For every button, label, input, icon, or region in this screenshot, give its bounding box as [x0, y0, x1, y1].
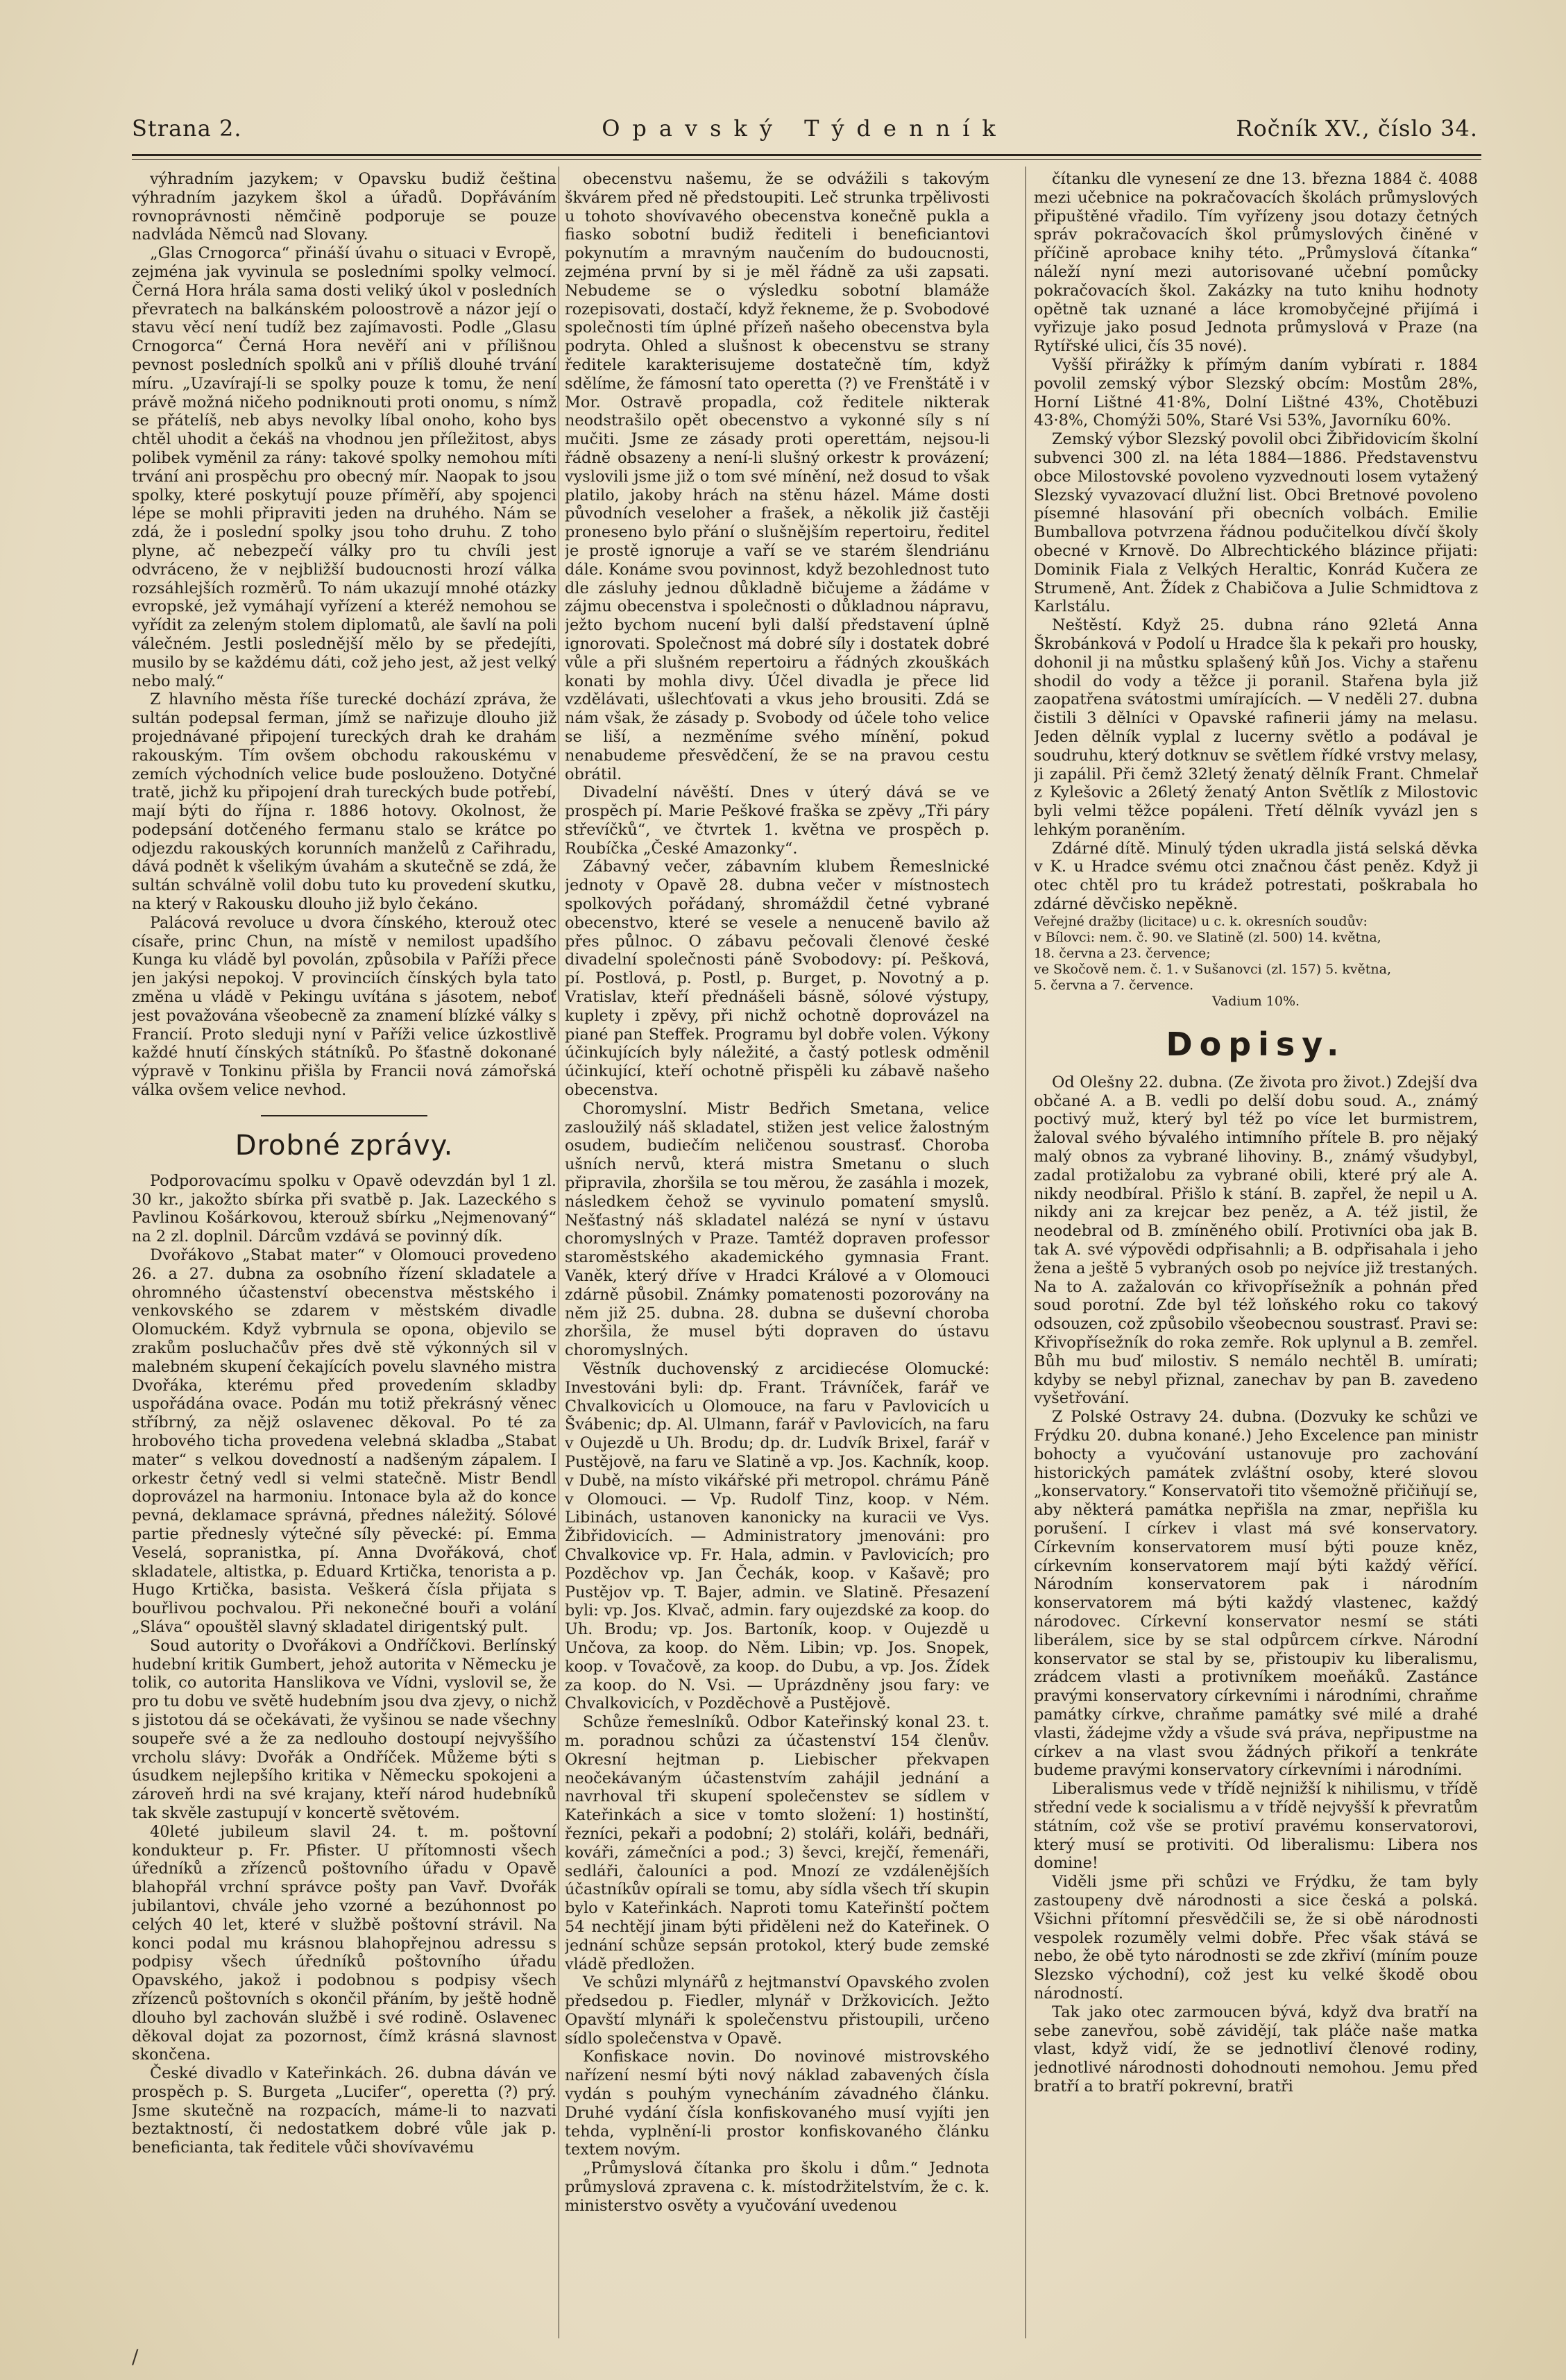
article-paragraph: Palácová revoluce u dvora čínského, kterouž otec císaře, princ Chun, na místě v nemilost upadšího Kunga ku vládě byl povolán, způsobila v Paříži přece jen jakýsi nepokoj. V provinciích čínských byla tato změna u vládě v Pekingu uvítána s jásotem, neboť jest považována všeobecně za znamení blízké války s Francií. Proto sleduji nyní v Paříži velice úzkostlivě každé hnutí čínských státníků. Po šťastně dokonané výpravě v Tonkinu přišla by Francii nová zámořská válka ovšem velice nevhod.: [132, 913, 556, 1100]
news-item: Podporovacímu spolku v Opavě odevzdán byl 1 zl. 30 kr., jakožto sbírka při svatbě p. Jak. Lazeckého s Pavlinou Košárkovou, kterouž sbírku „Nejmenovaný“ na 2 zl. doplnil. Dárcům vzdává se povinný dík.: [132, 1171, 556, 1246]
article-paragraph: „Glas Crnogorca“ přináší úvahu o situaci v Evropě, zejména jak vyvinula se posledními spolky velmocí. Černá Hora hrála sama dosti veliký úkol v posledních převratech na balkánském poloostrově a názor její o stavu věcí není tudíž bez zajímavosti. Podle „Glasu Crnogorca“ Černá Hora nevěří ani v přílišnou pevnost posledních spolků ani v příliš dlouhé trvání míru. „Uzavírají-li se spolky pouze k tomu, že není právě možná ničeho podniknouti proti onomu, s nímž se přátelíš, neb abys nevolky líbal onoho, koho bys chtěl uhodit a čekáš na vhodnou jen příležitost, abys polibek vyměnil za rány: takové spolky nemohou míti trvání ani prospěchu pro obecný mír. Naopak to jsou spolky, které poskytují pouze příměří, aby spojenci lépe se mohli připraviti jeden na druhého. Nám se zdá, že i poslední spolky jsou toho druhu. Z toho plyne, ač nebezpečí války pro tu chvíli jest odvráceno, že v nejbližší budoucnosti hrozí válka rozsáhlejších rozměrů. To nám ukazují mnohé otázky evropské, jež vymáhají vyřízení a kteréž nemohou se vyřídit za zeleným stolem diplomatů, ale šavlí na poli válečném. Jestli poslednější mělo by se předejíti, musilo by se každému dáti, což jeho jest, až jest velký nebo malý.“: [132, 244, 556, 690]
news-item: Neštěstí. Když 25. dubna ráno 92letá Anna Škrobánková v Podolí u Hradce šla k pekaři pro housky, dohonil ji na můstku splašený kůň Jos. Vichy a stařenu shodil do vody a těžce ji poranil. Stařena byla již zaopatřena svátostmi umírajících. — V neděli 27. dubna čistili 3 dělníci v Opavské rafinerii jámy na melasu. Jeden dělník vyplal z lucerny světlo a podával je soudruhu, který dotknuv se světlem řídké vrstvy melasy, ji zapálil. Při čemž 32letý ženatý dělník Frant. Chmelař z Kylešovic a 26letý ženatý Anton Světlík z Milostovic byli velmi těžce popáleni. Třetí dělník vyvázl jen s lehkým poraněním.: [1034, 616, 1478, 839]
header-rule: [132, 154, 1481, 156]
page-number: Strana 2.: [132, 115, 242, 142]
auction-line: 5. června a 7. července.: [1034, 977, 1194, 993]
news-item: Soud autority o Dvořákovi a Ondříčkovi. Berlínský hudební kritik Gumbert, jehož autorita v Německu je tolik, co autorita Hanslikova ve Vídni, vyslovil se, že pro tu dobu ve světě hudebním jsou dva zjevy, o nichž s jistotou dá se očekávati, že vyšinou se nade všechny soupeře své a že za nedlouho dostoupí nejvyššího vrcholu slávy: Dvořák a Ondříček. Můžeme býti s úsudkem nejlepšího kritika v Německu spokojeni a zároveň hrdi na své krajany, kteří národ hudebníků tak skvěle zastupují v koncertě světovém.: [132, 1636, 556, 1822]
letter-item: Od Olešny 22. dubna. (Ze života pro život.) Zdejší dva občané A. a B. vedli po delší dobu soud. A., známý poctivý muž, který byl též po více let burmistrem, žaloval svého bývalého intimního přítele B. pro nějaký malý obnos za vybrané lihoviny. B., známý všudybyl, zadal protižalobu za vybrané obili, které prý ale A. nikdy neodbíral. Přišlo k stání. B. zapřel, že nepil u A. nikdy ani za krejcar bez peněz, a A. též jistil, že neodebral od B. zmíněného obilí. Protivníci oba jak B. tak A. své výpovědi odpřisahnli; a B. odpřisahala i jeho žena a ještě 5 vybraných osob po nejvíce již trestaných. Na to A. zažalován co křivopřísežník a pohnán před soud porotní. Zde byl též loňského roku co takový odsouzen, což způsobilo všeobecnou soustrasť. Pravi se: Křivopřísežník do roka zemře. Rok uplynul a B. zemřel. Bůh mu buď milostiv. S nemálo nechtěl B. umírati; kdyby se nebyl přiznal, zanechav by pan B. zavedeno vyšetřování.: [1034, 1073, 1478, 1408]
news-item: Divadelní návěští. Dnes v úterý dává se ve prospěch pí. Marie Peškové fraška se zpěvy „Tři páry střevíčků“, ve čtvrtek 1. května ve prospěch p. Roubíčka „České Amazonky“.: [565, 783, 989, 858]
news-item: 40leté jubileum slavil 24. t. m. poštovní kondukteur p. Fr. Pfister. U přítomnosti všech úředníků a zřízenců poštovního úřadu v Opavě blahopřál vrchní správce pošty pan Vavř. Dvořák jubilantovi, chvále jeho vzorné a bezúhonnost po celých 40 let, které v službě poštovní strávil. Na konci podal mu krásnou blahopřejnou adressu s podpisy všech úředníků poštovního úřadu Opavského, jakož i podobnou s podpisy všech zřízenců poštovních s okončil přáním, by ještě hodně dlouho byl zachován službě i své rodině. Oslavenec děkoval dojat za pozornost, čímž krásná slavnost skončena.: [132, 1822, 556, 2064]
section-rule: [261, 1115, 427, 1116]
news-item: čítanku dle vynesení ze dne 13. března 1884 č. 4088 mezi učebnice na pokračovacích školách průmyslových připuštěné vřadilo. Tím vyřízeny jsou dotazy četných správ pokračovacích škol průmyslových činěné v příčině aprobace knihy této. „Průmyslová čítanka“ náleží nyní mezi autorisované učební pomůcky pokračovacích škol. Zakázky na tuto knihu hodnoty opětně tak uznané a láce kromobyčejné přijímá i vyřizuje jako posud Jednota průmyslová v Praze (na Rytířské ulici, čís 35 nové).: [1034, 170, 1478, 356]
news-item: Dvořákovo „Stabat mater“ v Olomouci provedeno 26. a 27. dubna za osobního řízení skladatele a ohromného účastenství obecenstva městského i venkovského se zdarem v městském divadle Olomuckém. Když vybrnula se opona, objevilo se zrakům posluchačův přes dvě stě výkonných sil v malebném skupení čekajících povelu slavného mistra Dvořáka, kterému před provedením skladby uspořádána ovace. Podán mu totiž překrásný věnec stříbrný, za nějž oslavenec děkoval. Po té za hrobového ticha provedena velebná skladba „Stabat mater“ s velkou dovedností a nadšeným zápalem. I orkestr četný vedl si velmi statečně. Mistr Bendl doprovázel na harmoniu. Intonace byla až do konce pevná, deklamace správná, přednes náležitý. Sólové partie přednesly výtečné síly pěvecké: pí. Emma Veselá, sopranistka, pí. Anna Dvořáková, choť skladatele, altistka, p. Eduard Krtička, tenorista a p. Hugo Krtička, basista. Veškerá čísla přijata s bouřlivou pochvalou. Při nekonečné bouři a volání „Sláva“ opouštěl slavný skladatel dirigentský pult.: [132, 1246, 556, 1636]
column-3: [1034, 170, 1478, 2335]
news-item: Ve schůzi mlynářů z hejtmanství Opavského zvolen předsedou p. Fiedler, mlynář v Držkovicích. Ježto Opavští mlynáři k společenstvu přistoupili, určeno sídlo společenstva v Opavě.: [565, 1973, 989, 2048]
section-heading-dopisy: Dopisy.: [1166, 1025, 1346, 1063]
auction-title: Veřejné dražby (licitace) u c. k. okresních soudův:: [1034, 913, 1368, 929]
news-item: Schůze řemeslníků. Odbor Kateřinský konal 23. t. m. poradnou schůzi za účastenství 154 členův. Okresní hejtman p. Liebischer překvapen neočekávaným účastenstvím zahájil jednání a navrhoval tři skupení společenstev se sídlem v Kateřinkách a sice v tomto složení: 1) hostinští, řezníci, pekaři a podobní; 2) stoláři, koláři, bednáři, kováři, zámečníci a pod.; 3) ševci, krejčí, řemenáři, sedláři, čalouníci a pod. Mnozí ze vzdálenějších účastníkův opírali se tomu, aby sídla všech tří skupin bylo v Kateřinkách. Naproti tomu Kateřinští počtem 54 nechtějí jinam býti přiděleni než do Kateřinek. O jednání schůze sepsán protokol, který bude zemské vládě předložen.: [565, 1713, 989, 1973]
article-paragraph: Z hlavního města říše turecké dochází zpráva, že sultán podepsal ferman, jímž se nařizuje dlouho již projednávané připojení tureckých drah ke drahám rakouským. Tím ovšem obchodu rakouskému v zemích východních velice bude poslouženo. Dotyčné tratě, jichž ku připojení drah tureckých bude potřebí, mají býti do října r. 1886 hotovy. Okolnost, že podepsání dotčeného fermanu stalo se krátce po odjezdu rakouských korunních manželů z Cařihradu, dává podnět k všelikým úvahám a skutečně se zdá, že sultán schválně volil dobu tuto ku provedení skutku, na který v Rakousku dlouho již bylo čekáno.: [132, 690, 556, 914]
news-item: Vyšší přirážky k přímým daním vybírati r. 1884 povolil zemský výbor Slezský obcím: Mostům 28%, Horní Lištné 41·8%, Dolní Lištné 43%, Chotěbuzi 43·8%, Chomýži 50%, Staré Vsi 53%, Javorníku 60%.: [1034, 355, 1478, 430]
auction-notice: [1034, 914, 1478, 1010]
section-heading-drobne-zpravy: Drobné zprávy.: [235, 1129, 454, 1162]
letter-item: Viděli jsme při schůzi ve Frýdku, že tam byly zastoupeny dvě národnosti a sice česká a polská. Všichni přítomní přesvědčili se, že si obě národnosti vespolek rozuměly velmi dobře. Přec však stává se nebo, že obě tyto národnosti se zde zkřiví (míním pouze Slezsko východní), což jest ku velké škodě obou národností.: [1034, 1873, 1478, 2003]
news-item: Věstník duchovenský z arcidiecése Olomucké: Investováni byli: dp. Frant. Trávníček, farář ve Chvalkovicích u Olomouce, na faru v Pavlovicích u Švábenic; dp. Al. Ulmann, farář v Pavlovicích, na faru v Oujezdě u Uh. Brodu; dp. dr. Ludvík Brixel, farář v Pustějově, na faru ve Slatině a vp. Jos. Kachník, koop. v Dubě, na místo vikářské při metropol. chrámu Páně v Olomouci. — Vp. Rudolf Tinz, koop. v Ném. Libinách, ustanoven kanonicky na kuracii ve Vys. Žibřidovicích. — Administratory jmenováni: pro Chvalkovice vp. Fr. Hala, admin. v Pavlovicích; pro Pozděchov vp. Jan Čechák, koop. v Kašavě; pro Pustějov vp. T. Bajer, admin. ve Slatině. Přesazení byli: vp. Jos. Klvač, admin. fary oujezdské za koop. do Uh. Brodu; vp. Jos. Bartoník, koop. v Oujezdě u Unčova, za koop. do Něm. Libin; vp. Jos. Snopek, koop. v Tovačově, za koop. do Dubu, a vp. Jos. Žídek za koop. do N. Vsi. — Uprázdněny jsou fary: ve Chvalkovicích, v Pozděchově a Pustějově.: [565, 1360, 989, 1713]
column-divider: [1025, 167, 1026, 2338]
news-item: Zemský výbor Slezský povolil obci Žibřidovicím školní subvenci 300 zl. na léta 1884—1886. Představenstvu obce Milostovské povoleno vyzvednouti losem vytažený Slezský vyvazovací dlužní list. Obci Bretnové povoleno písemné hlasování při obecních volbách. Emilie Bumballova potvrzena řádnou podučitelkou dívčí školy obecné v Krnově. Do Albrechtického blázince přijati: Dominik Fiala z Velkých Heraltic, Konrád Kučera ze Strumeně, Ant. Žídek z Chabičova a Julie Schmidtova z Karlstálu.: [1034, 430, 1478, 616]
letter-item: Tak jako otec zarmoucen bývá, když dva bratří na sebe zanevřou, sobě závidějí, tak pláče naše matka vlast, když vidí, že se jednotliví členové rodiny, jednotlivé národnosti dohodnouti nemohou. Jemu před bratří a to bratří pokrevní, bratři: [1034, 2003, 1478, 2096]
letter-item: Liberalismus vede v třídě nejnižší k nihilismu, v třídě střední vede k socialismu a v třídě nejvyšší k převratům státním, což vše se protiví pravému konservatorovi, který musí se protiviti. Od liberalismu: Libera nos domine!: [1034, 1780, 1478, 1873]
auction-line: ve Skočově nem. č. 1. v Sušanovci (zl. 157) 5. května,: [1034, 961, 1392, 977]
column-1: [132, 170, 556, 2335]
auction-line: Vadium 10%.: [1211, 993, 1300, 1009]
newspaper-title: Opavský Týdenník: [602, 115, 1008, 142]
news-item: Choromyslní. Mistr Bedřich Smetana, velice zasloužilý náš skladatel, stižen jest velice žalostným osudem, budiečím neličenou soustrasť. Choroba ušních nervů, která mistra Smetanu o sluch připravila, zhoršila se tou měrou, že zasáhla i mozek, následkem čehož se vyvinulo pomatení smyslů. Nešťastný náš skladatel nalézá se nyní v ústavu choromyslných v Praze. Tamtéž dopraven professor staroměstského akademického gymnasia Frant. Vaněk, který dříve v Hradci Králové a v Olomouci zdárně působil. Známky pomatenosti pozorovány na něm již 25. dubna. 28. dubna se duševní choroba zhoršila, že musel býti dopraven do ústavu choromyslných.: [565, 1099, 989, 1360]
news-item: Zdárné dítě. Minulý týden ukradla jistá selská děvka v K. u Hradce svému otci značnou část peněz. Když ji otec chtěl pro tu krádež potrestati, poškrabala ho zdárné děvčisko nepěkně.: [1034, 839, 1478, 914]
letter-item: Z Polské Ostravy 24. dubna. (Dozvuky ke schůzi ve Frýdku 20. dubna konané.) Jeho Excelence pan ministr bohocty a vyučování ustanovuje pro zachování historických památek zvláštní osoby, které slovou „konservatory.“ Konservatoři tito všemožně přičiňují se, aby některá památka nepřišla na zmar, nepřišla ku porušení. I církev i vlast má své konservatory. Církevním konservatorem musí býti pouze kněz, církevním konservatorem mají býti každý věřící. Národním konservatorem pak i národním konservatorem má býti každý vlastenec, každý národovec. Církevní konservator nesmí se státi liberálem, sice by se stal odpůrcem církve. Národní konservator se stal by se, přistoupiv ku liberalismu, zrádcem vlasti a protivníkem moeňáků. Zastánce pravými konservatory církevními i národními, chraňme památky církve, chraňme památky své milé a drahé vlasti, žádejme vždy a všude svá práva, nepřipustme na církev a na vlast svou žádných přikoří a tenkráte budeme pravými konservatory církevními i národními.: [1034, 1408, 1478, 1780]
news-item: Konfiskace novin. Do novinové mistrovského nařízení nesmí býti nový náklad zabavených čísla vydán s pouhým vynecháním závadného článku. Druhé vydání čísla konfiskovaného musí vyjíti jen tehda, vyplnění-li prostor konfiskovaného článku textem novým.: [565, 2048, 989, 2159]
auction-line: v Bílovci: nem. č. 90. ve Slatině (zl. 500) 14. května,: [1034, 929, 1381, 945]
header-rule-thin: [132, 159, 1481, 160]
column-2: [565, 170, 989, 2335]
article-paragraph: výhradním jazykem; v Opavsku budiž čeština výhradním jazykem škol a úřadů. Dopřáváním rovnoprávnosti němčině podporuje se pouze nadvláda Němců nad Slovany.: [132, 170, 556, 244]
news-item: České divadlo v Kateřinkách. 26. dubna dáván ve prospěch p. S. Burgeta „Lucifer“, operetta (?) prý. Jsme skutečně na rozpacích, máme-li to nazvati beztaktností, či nedostatkem dobré vůle jak p. beneficianta, tak ředitele vůči shovívavému: [132, 2064, 556, 2157]
auction-line: 18. června a 23. července;: [1034, 945, 1211, 961]
page-header: [132, 111, 1478, 153]
news-item: obecenstvu našemu, že se odvážili s takovým škvárem před ně předstoupiti. Leč strunka trpělivosti u tohoto shovívavého obecenstva konečně pukla a fiasko sobotní budiž řediteli i beneficiantovi pokynutím a mravným naučením do budoucnosti, zejména první by si je měl řádně za uši zapsati. Nebudeme se o výsledku sobotní blamáže rozepisovati, dostačí, když řekneme, že p. Svobodové společnosti tím úplné přízeň našeho obecenstva byla podryta. Ohled a slušnost k obecenstvu se strany ředitele karakterisujeme dostatečně tím, když sdělíme, že fámosní tato operetta (?) ve Frenštátě i v Mor. Ostravě propadla, což ředitele nikterak neodstrašilo opět obecenstvo a vykonné síly s ní mučiti. Jsme ze zásady proti operettám, nejsou-li řádně obsazeny a není-li slušný orkestr k provázení; vyslovili jsme již o tom své mínění, než dosud to však platilo, jakoby hrách na stěnu házel. Máme dosti původních veseloher a frašek, a několik již častěji proneseno bylo přání o slušnějším repertoiru, ředitel je prostě ignoruje a vaří se ve starém šlendriánu dále. Konáme svou povinnost, když bezohlednost tuto dle zásluhy jednou důkladně bičujeme a žádáme v zájmu obecenstva i společnosti o důkladnou nápravu, ježto bychom nucení byli další představení úplně ignorovati. Společnost má dobré síly i dostatek dobré vůle a při slušném repertoiru a řádných zkouškách konati by mohla divy. Účel divadla je přece lid vzdělávati, ušlechťovati a vkus jeho brousiti. Zdá se nám však, že zásady p. Svobody od účele toho velice se liší, a nezměníme svého mínění, pokud nenabudeme přesvědčení, že se na pravou cestu obrátil.: [565, 170, 989, 783]
issue-number: Ročník XV., číslo 34.: [1236, 115, 1478, 142]
margin-mark: /: [132, 2345, 139, 2368]
news-item: „Průmyslová čítanka pro školu i dům.“ Jednota průmyslová zpravena c. k. místodržitelstvím, že c. k. ministerstvo osvěty a vyučování uvedenou: [565, 2159, 989, 2215]
news-item: Zábavný večer, zábavním klubem Řemeslnické jednoty v Opavě 28. dubna večer v místnostech spolkových pořádaný, shromáždil četné vybrané obecenstvo, které se vesele a nenuceně bavilo až přes půlnoc. O zábavu pečovali členové české divadelní společnosti páně Svobodovy: pí. Pešková, pí. Postlová, p. Postl, p. Burget, p. Novotný a p. Vratislav, kteří přednášeli básně, sólové výstupy, kuplety i zpěvy, při nichž ochotně doprovázel na piané pan Steffek. Programu byl dobře volen. Výkony účinkujících byly náležité, a častý potlesk odměnil účinkující, kteří ochotně přispěli ku zábavě našeho obecenstva.: [565, 858, 989, 1100]
